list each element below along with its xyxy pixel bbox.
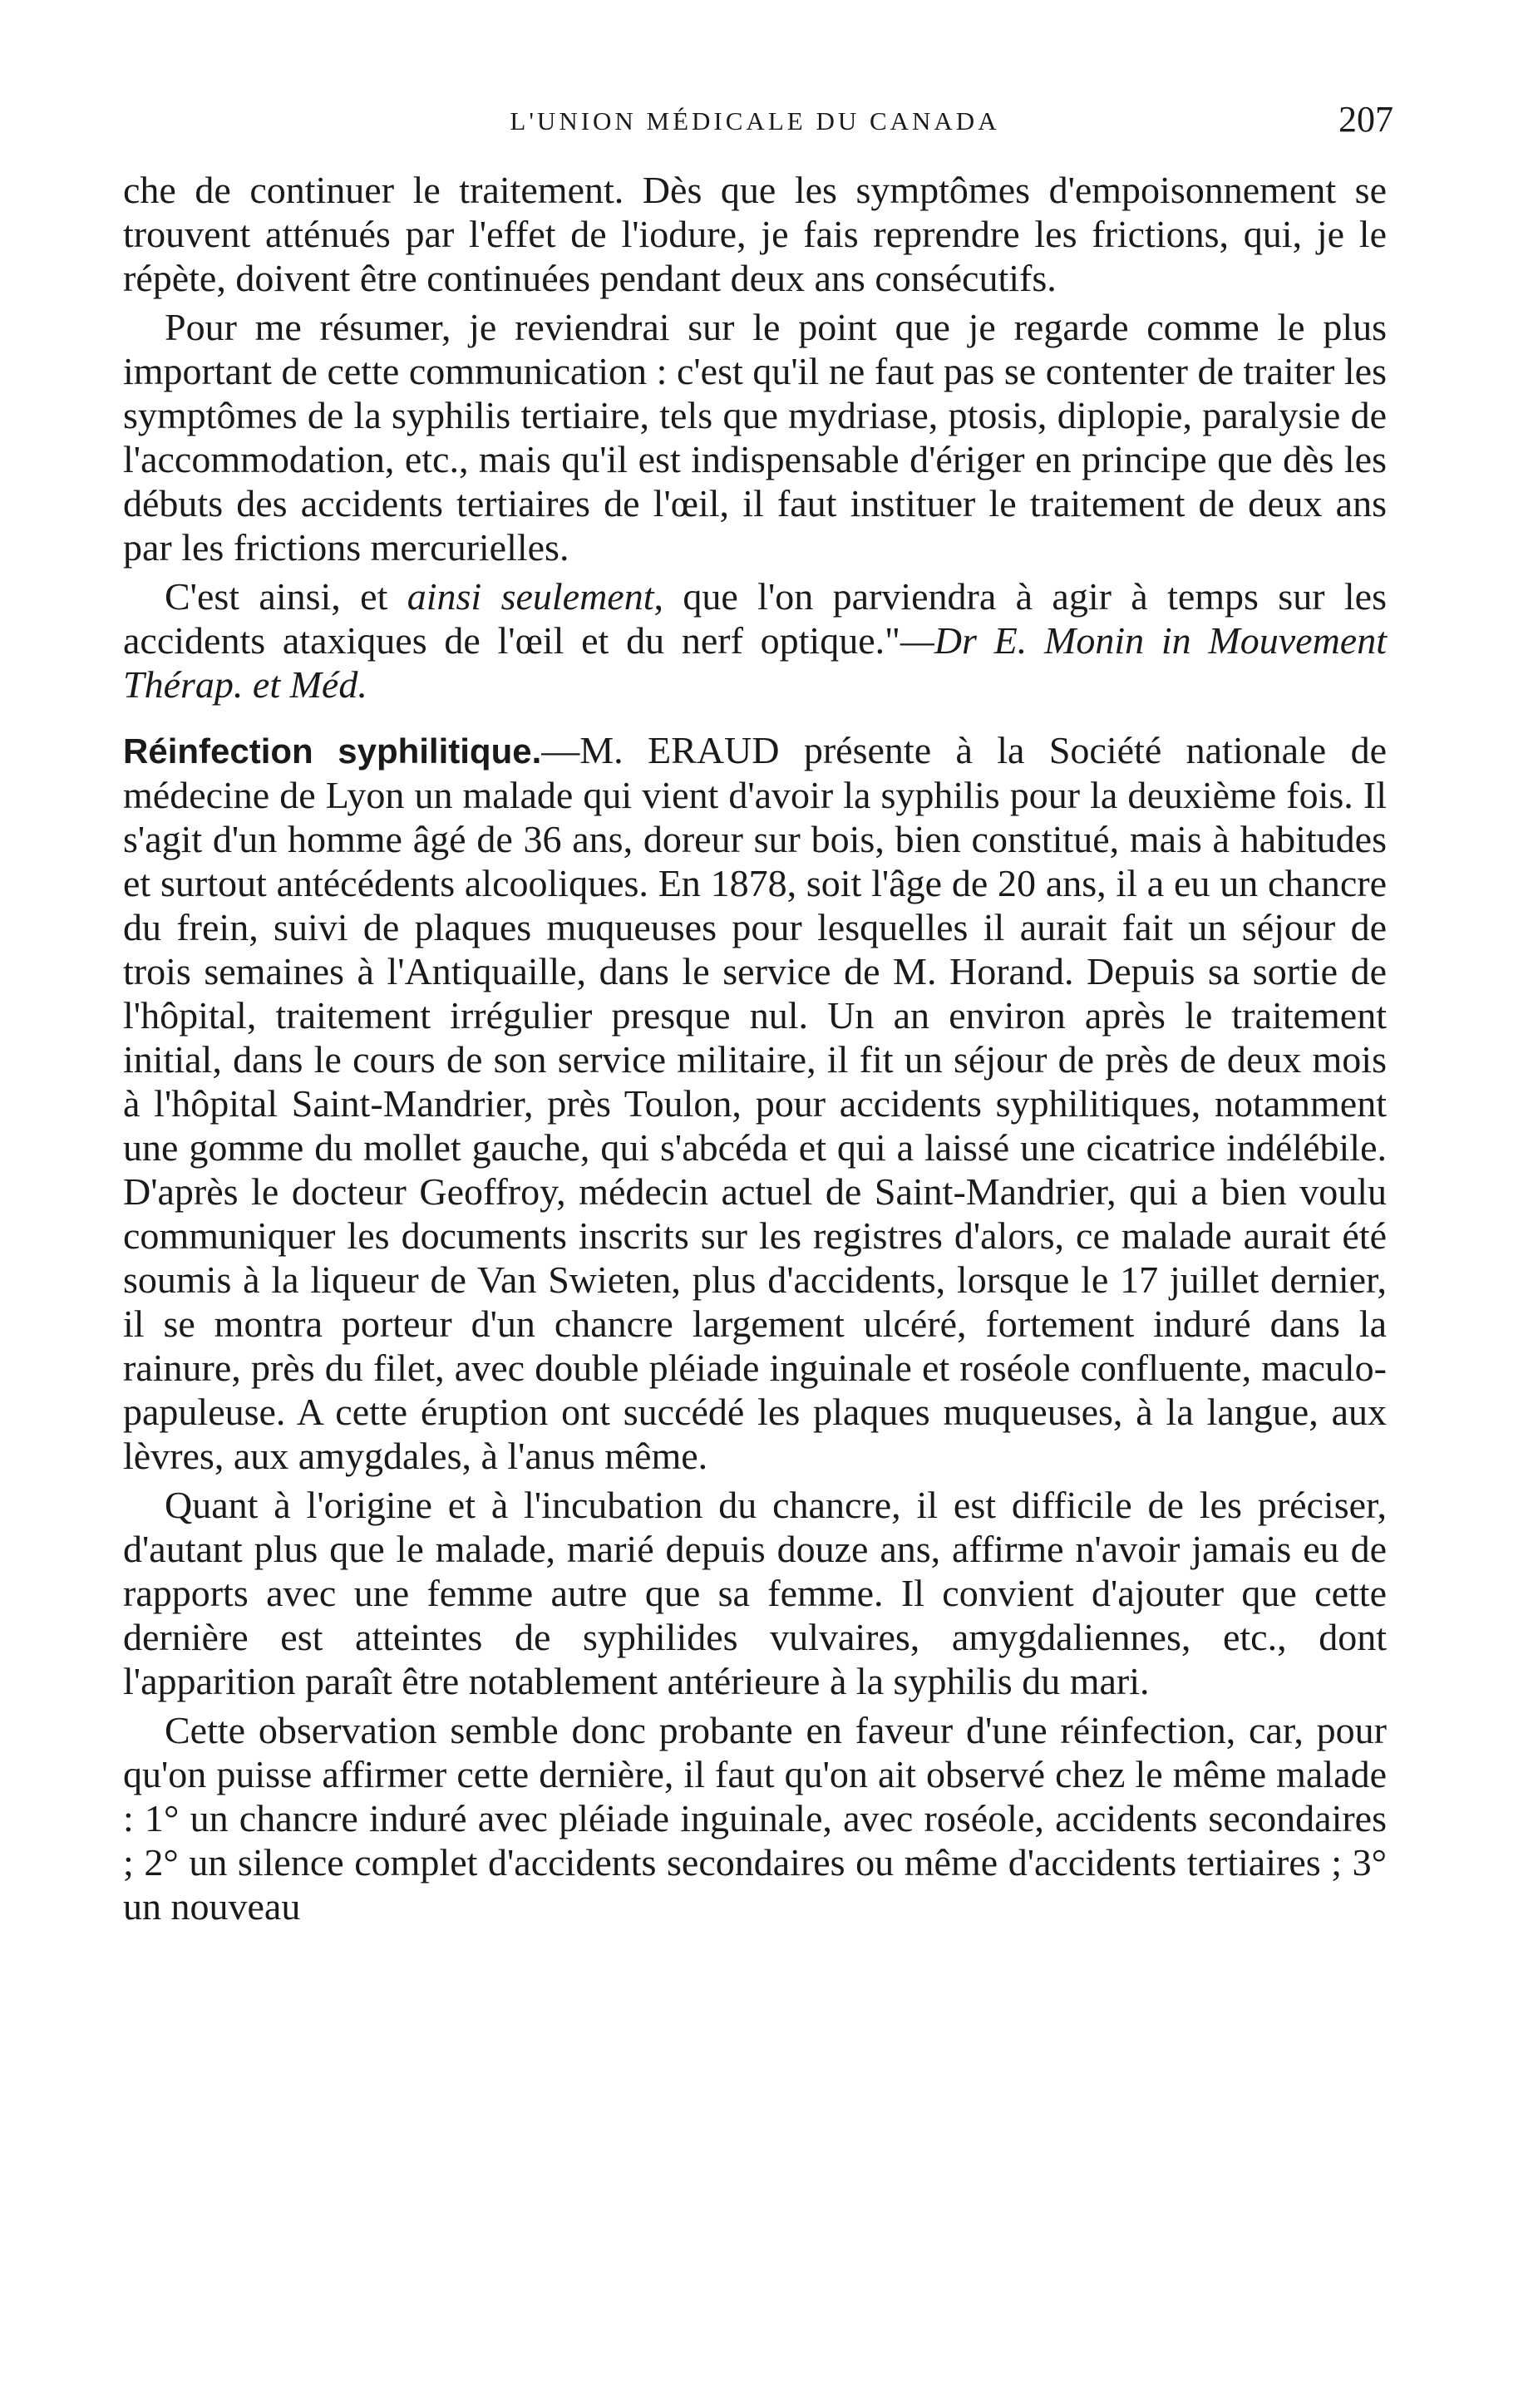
page-number: 207 (1338, 99, 1393, 140)
conclusion-text-end: , que l'on parviendra à agir à temps sur les accidents ataxiques de l'œil et du nerf optique." (123, 575, 1387, 662)
citation: —Dr E. Monin in Mouvement Thérap. et Méd. (123, 619, 1387, 706)
running-header (123, 91, 1393, 150)
running-title: L'UNION MÉDICALE DU CANADA (510, 106, 1000, 135)
paragraph-observation: Cette observation semble donc probante en faveur d'une réinfection, car, pour qu'on puisse affirmer cette dernière, il faut qu'on ait observé chez le même malade : 1° un chancre induré avec pléiade inguinale, avec roséole, accidents secondaires ; 2° un silence complet d'accidents secondaires ou même d'accidents tertiaires ; 3° un nouveau (123, 1709, 1387, 1928)
conclusion-italic: ainsi seulement (407, 575, 654, 618)
paragraph-summary: Pour me résumer, je reviendrai sur le point que je regarde comme le plus important de cette communication : c'est qu'il ne faut pas se contenter de traiter les symptômes de la syphilis tertiaire, tels que mydriase, ptosis, diplopie, paralysie de l'accommodation, etc., mais qu'il est indispensable d'ériger en principe que dès les débuts des accidents tertiaires de l'œil, il faut instituer le traitement de deux ans par les frictions mercurielles. (123, 306, 1387, 569)
reinfection-text: —M. ERAUD présente à la Société nationale de médecine de Lyon un malade qui vient d'avoir la syphilis pour la deuxième fois. Il s'agit d'un homme âgé de 36 ans, doreur sur bois, bien constitué, mais à habitudes et surtout antécédents alcooliques. En 1878, soit l'âge de 20 ans, il a eu un chancre du frein, suivi de plaques muqueuses pour lesquelles il aurait fait un séjour de trois semaines à l'Antiquaille, dans le service de M. Horand. Depuis sa sortie de l'hôpital, traitement irrégulier presque nul. Un an environ après le traitement initial, dans le cours de son service militaire, il fit un séjour de près de deux mois à l'hôpital Saint-Mandrier, près Toulon, pour accidents syphilitiques, notamment une gomme du mollet gauche, qui s'abcéda et qui a laissé une cicatrice indélébile. D'après le docteur Geoffroy, médecin actuel de Saint-Mandrier, qui a bien voulu communiquer les documents inscrits sur les registres d'alors, ce malade aurait été soumis à la liqueur de Van Swieten, plus d'accidents, lorsque le 17 juillet dernier, il se montra porteur d'un chancre largement ulcéré, fortement induré dans la rainure, près du filet, avec double pléiade inguinale et roséole confluente, maculo-papuleuse. A cette éruption ont succédé les plaques muqueuses, à la langue, aux lèvres, aux amygdales, à l'anus même. (123, 729, 1387, 1477)
section-heading: Réinfection syphilitique. (123, 731, 542, 771)
paragraph-continuation: che de continuer le traitement. Dès que les symptômes d'empoisonnement se trouvent atténués par l'effet de l'iodure, je fais reprendre les frictions, qui, je le répète, doivent être continuées pendant deux ans consécutifs. (123, 169, 1387, 299)
paragraph-conclusion (123, 574, 1387, 707)
paragraph-origin: Quant à l'origine et à l'incubation du chancre, il est difficile de les préciser, d'autant plus que le malade, marié depuis douze ans, affirme n'avoir jamais eu de rapports avec une femme autre que sa femme. Il convient d'ajouter que cette dernière est atteintes de syphilides vulvaires, amygdaliennes, etc., dont l'apparition paraît être notablement antérieure à la syphilis du mari. (123, 1484, 1387, 1702)
conclusion-text-start: C'est ainsi, et (165, 575, 407, 618)
document-page (123, 91, 1393, 1928)
paragraph-reinfection (123, 728, 1387, 1478)
